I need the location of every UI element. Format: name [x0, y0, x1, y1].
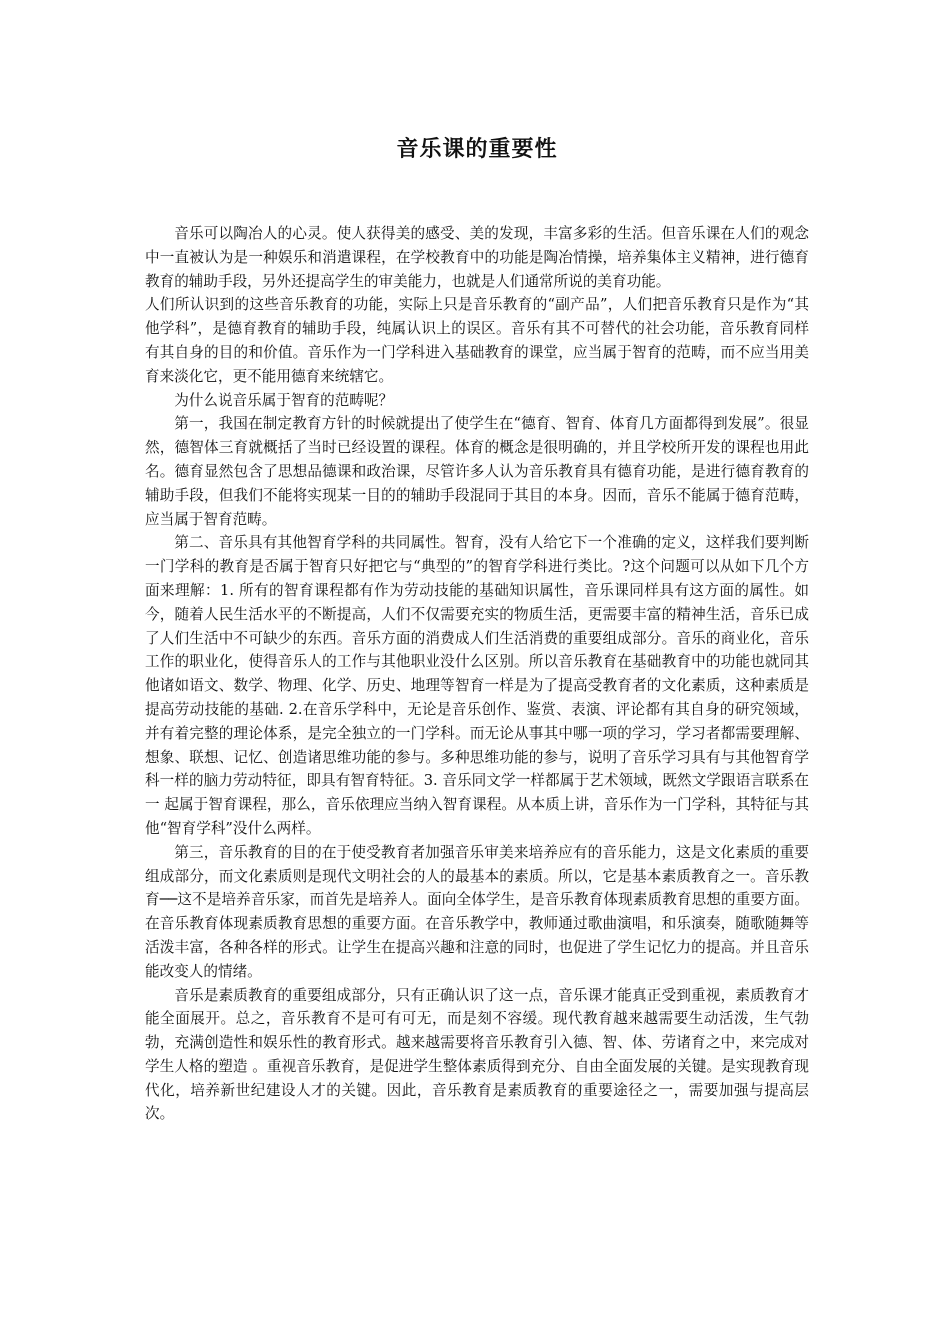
document-body	[145, 222, 809, 1126]
paragraph-7: 音乐是素质教育的重要组成部分，只有正确认识了这一点，音乐课才能真正受到重视，素质教育才能全面展开。总之，音乐教育不是可有可无，而是刻不容缓。现代教育越来越需要生动活泼，生气勃勃，充满创造性和娱乐性的教育形式。越来越需要将音乐教育引入德、智、体、劳诸育之中，来完成对学生人格的塑造 。重视音乐教育，是促进学生整体素质得到充分、自由全面发展的关键。是实现教育现代化，培养新世纪建设人才的关键。因此，音乐教育是素质教育的重要途径之一，需要加强与提高层次。	[145, 986, 809, 1123]
paragraph-1: 音乐可以陶冶人的心灵。使人获得美的感受、美的发现，丰富多彩的生活。但音乐课在人们的观念中一直被认为是一种娱乐和消遣课程，在学校教育中的功能是陶冶情操，培养集体主义精神，进行德育教育的辅助手段，另外还提高学生的审美能力，也就是人们通常所说的美育功能。	[145, 225, 809, 290]
paragraph-4: 第一，我国在制定教育方针的时候就提出了使学生在“德育、智育、体育几方面都得到发展”。很显然，德智体三育就概括了当时已经设置的课程。体育的概念是很明确的，并且学校所开发的课程也用此名。德育显然包含了思想品德课和政治课，尽管许多人认为音乐教育具有德育功能，是进行德育教育的辅助手段，但我们不能将实现某一目的的辅助手段混同于其目的本身。因而，音乐不能属于德育范畴，应当属于智育范畴。	[145, 415, 809, 528]
document-title: 音乐课的重要性	[396, 137, 558, 162]
paragraph-2: 人们所认识到的这些音乐教育的功能，实际上只是音乐教育的“副产品”，人们把音乐教育只是作为“其他学科”，是德育教育的辅助手段，纯属认识上的误区。音乐有其不可替代的社会功能，音乐教育同样有其自身的目的和价值。音乐作为一门学科进入基础教育的课堂，应当属于智育的范畴，而不应当用美育来淡化它，更不能用德育来统辖它。	[145, 296, 809, 385]
paragraph-3: 为什么说音乐属于智育的范畴呢？	[174, 391, 394, 409]
document-page	[145, 0, 809, 1126]
paragraph-6: 第三，音乐教育的目的在于使受教育者加强音乐审美来培养应有的音乐能力，这是文化素质的重要组成部分，而文化素质则是现代文明社会的人的最基本的素质。所以，它是基本素质教育之一。音乐教育──这不是培养音乐家，而首先是培养人。面向全体学生，是音乐教育体现素质教育思想的重要方面。在音乐教育体现素质教育思想的重要方面。在音乐教学中，教师通过歌曲演唱，和乐演奏，随歌随舞等活泼丰富，各种各样的形式。让学生在提高兴趣和注意的同时，也促进了学生记忆力的提高。并且音乐能改变人的情绪。	[145, 843, 809, 980]
paragraph-5: 第二、音乐具有其他智育学科的共同属性。智育，没有人给它下一个准确的定义，这样我们要判断一门学科的教育是否属于智育只好把它与“典型的”的智育学科进行类比。?这个问题可以从如下几个方面来理解：1. 所有的智育课程都有作为劳动技能的基础知识属性，音乐课同样具有这方面的属性。如今，随着人民生活水平的不断提高，人们不仅需要充实的物质生活，更需要丰富的精神生活，音乐已成了人们生活中不可缺少的东西。音乐方面的消费成人们生活消费的重要组成部分。音乐的商业化，音乐工作的职业化，使得音乐人的工作与其他职业没什么区别。所以音乐教育在基础教育中的功能也就同其他诸如语文、数学、物理、化学、历史、地理等智育一样是为了提高受教育者的文化素质，这种素质是提高劳动技能的基础. 2.在音乐学科中，无论是音乐创作、鉴赏、表演、评论都有其自身的研究领域，并有着完整的理论体系，是完全独立的一门学科。而无论从事其中哪一项的学习，学习者都需要理解、想象、联想、记忆、创造诸思维功能的参与。多种思维功能的参与，说明了音乐学习具有与其他智育学科一样的脑力劳动特征，即具有智育特征。3. 音乐同文学一样都属于艺术领域，既然文学跟语言联系在一 起属于智育课程，那么，音乐依理应当纳入智育课程。从本质上讲，音乐作为一门学科，其特征与其他“智育学科”没什么两样。	[145, 534, 809, 837]
